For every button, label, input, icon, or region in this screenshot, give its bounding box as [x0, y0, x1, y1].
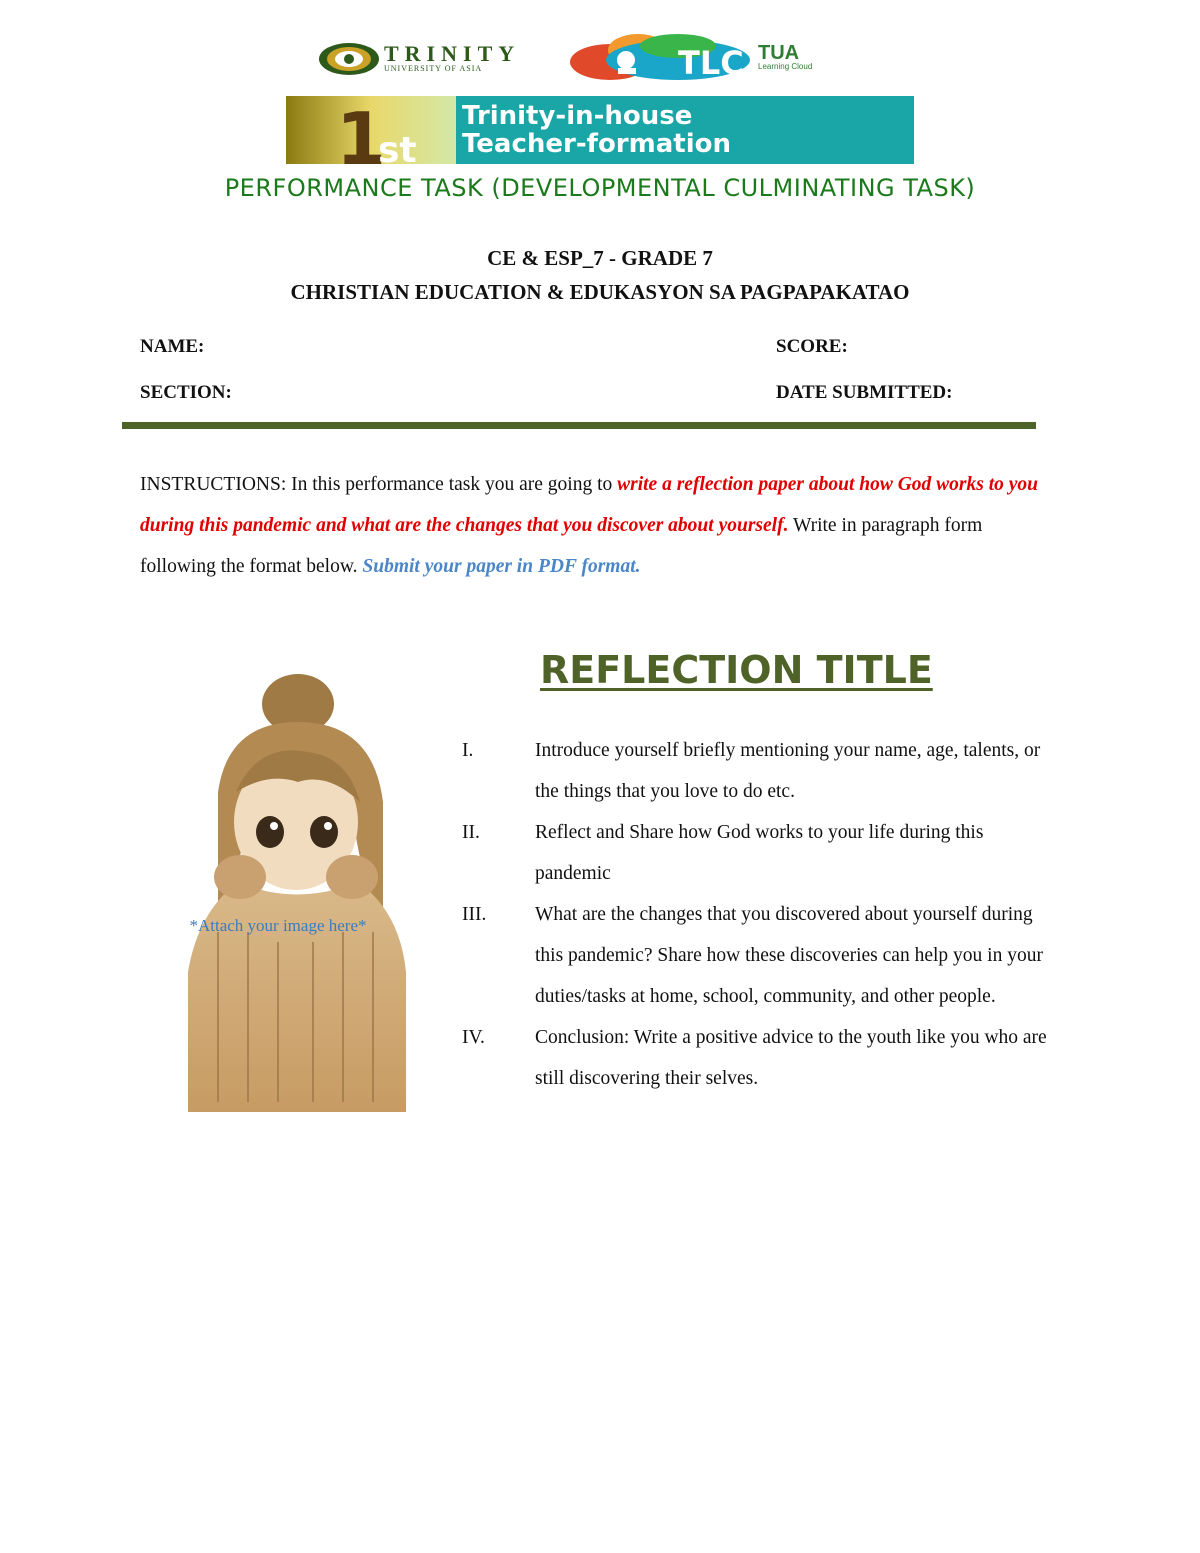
- instructions-middle: Write in paragraph form following the format below.: [140, 515, 983, 577]
- list-text: Introduce yourself briefly mentioning your name, age, talents, or the things that you love to do etc.: [535, 740, 1041, 802]
- svg-text:st: st: [378, 130, 417, 164]
- list-item: [462, 894, 1082, 1017]
- trinity-logo-line2: UNIVERSITY OF ASIA: [384, 64, 483, 73]
- list-text: What are the changes that you discovered about yourself during this pandemic? Share how these discoveries can help you in your duties/tasks at home, school, community, and other people.: [535, 904, 1043, 1007]
- list-item: [462, 1017, 1082, 1099]
- reflection-outline: [462, 730, 1082, 1099]
- girl-sweater-illustration: [178, 672, 412, 1112]
- list-number: I.: [462, 740, 474, 761]
- list-item: [462, 812, 1082, 894]
- list-item: [462, 730, 1082, 812]
- trinity-logo-line1: TRINITY: [384, 41, 521, 66]
- tua-logo-line1: TUA: [758, 42, 800, 64]
- header-divider: [122, 422, 1036, 429]
- tlc-logo-text: TLC: [678, 44, 744, 82]
- instructions-blue-emphasis: Submit your paper in PDF format.: [362, 556, 641, 577]
- instructions-lead: INSTRUCTIONS: In this performance task you are going to: [140, 474, 618, 495]
- trinity-university-logo: [384, 41, 554, 74]
- trinity-seal-logo: [318, 42, 380, 76]
- attach-image-placeholder: *Attach your image here*: [189, 916, 367, 935]
- date-submitted-label: DATE SUBMITTED:: [776, 382, 953, 403]
- list-text: Reflect and Share how God works to your life during this pandemic: [535, 822, 984, 884]
- banner-line1: Trinity-in-house: [462, 101, 693, 131]
- score-label: SCORE:: [776, 336, 848, 357]
- list-number: IV.: [462, 1027, 485, 1048]
- first-badge: [286, 96, 456, 164]
- reflection-title: REFLECTION TITLE: [540, 648, 933, 692]
- tua-learning-cloud-logo: [758, 44, 848, 78]
- svg-text:1: 1: [336, 97, 387, 164]
- banner-text: [462, 102, 912, 158]
- name-label: NAME:: [140, 336, 205, 357]
- list-number: II.: [462, 822, 480, 843]
- section-label: SECTION:: [140, 382, 232, 403]
- instructions-paragraph: [140, 464, 1060, 587]
- course-code: CE & ESP_7 - GRADE 7: [487, 246, 713, 270]
- tua-logo-line2: Learning Cloud: [758, 62, 813, 71]
- list-text: Conclusion: Write a positive advice to the youth like you who are still discovering their selves.: [535, 1027, 1047, 1089]
- banner-line2: Teacher-formation: [462, 129, 731, 159]
- instructions-red-emphasis: write a reflection paper about how God works to you during this pandemic and what are the changes that you discover about yourself.: [140, 474, 1039, 536]
- page-title: PERFORMANCE TASK (DEVELOPMENTAL CULMINATING TASK): [224, 174, 976, 202]
- teacher-formation-banner: [286, 88, 914, 164]
- tlc-logo: [568, 32, 758, 82]
- subject-title: CHRISTIAN EDUCATION & EDUKASYON SA PAGPAPAKATAO: [290, 280, 910, 304]
- list-number: III.: [462, 904, 487, 925]
